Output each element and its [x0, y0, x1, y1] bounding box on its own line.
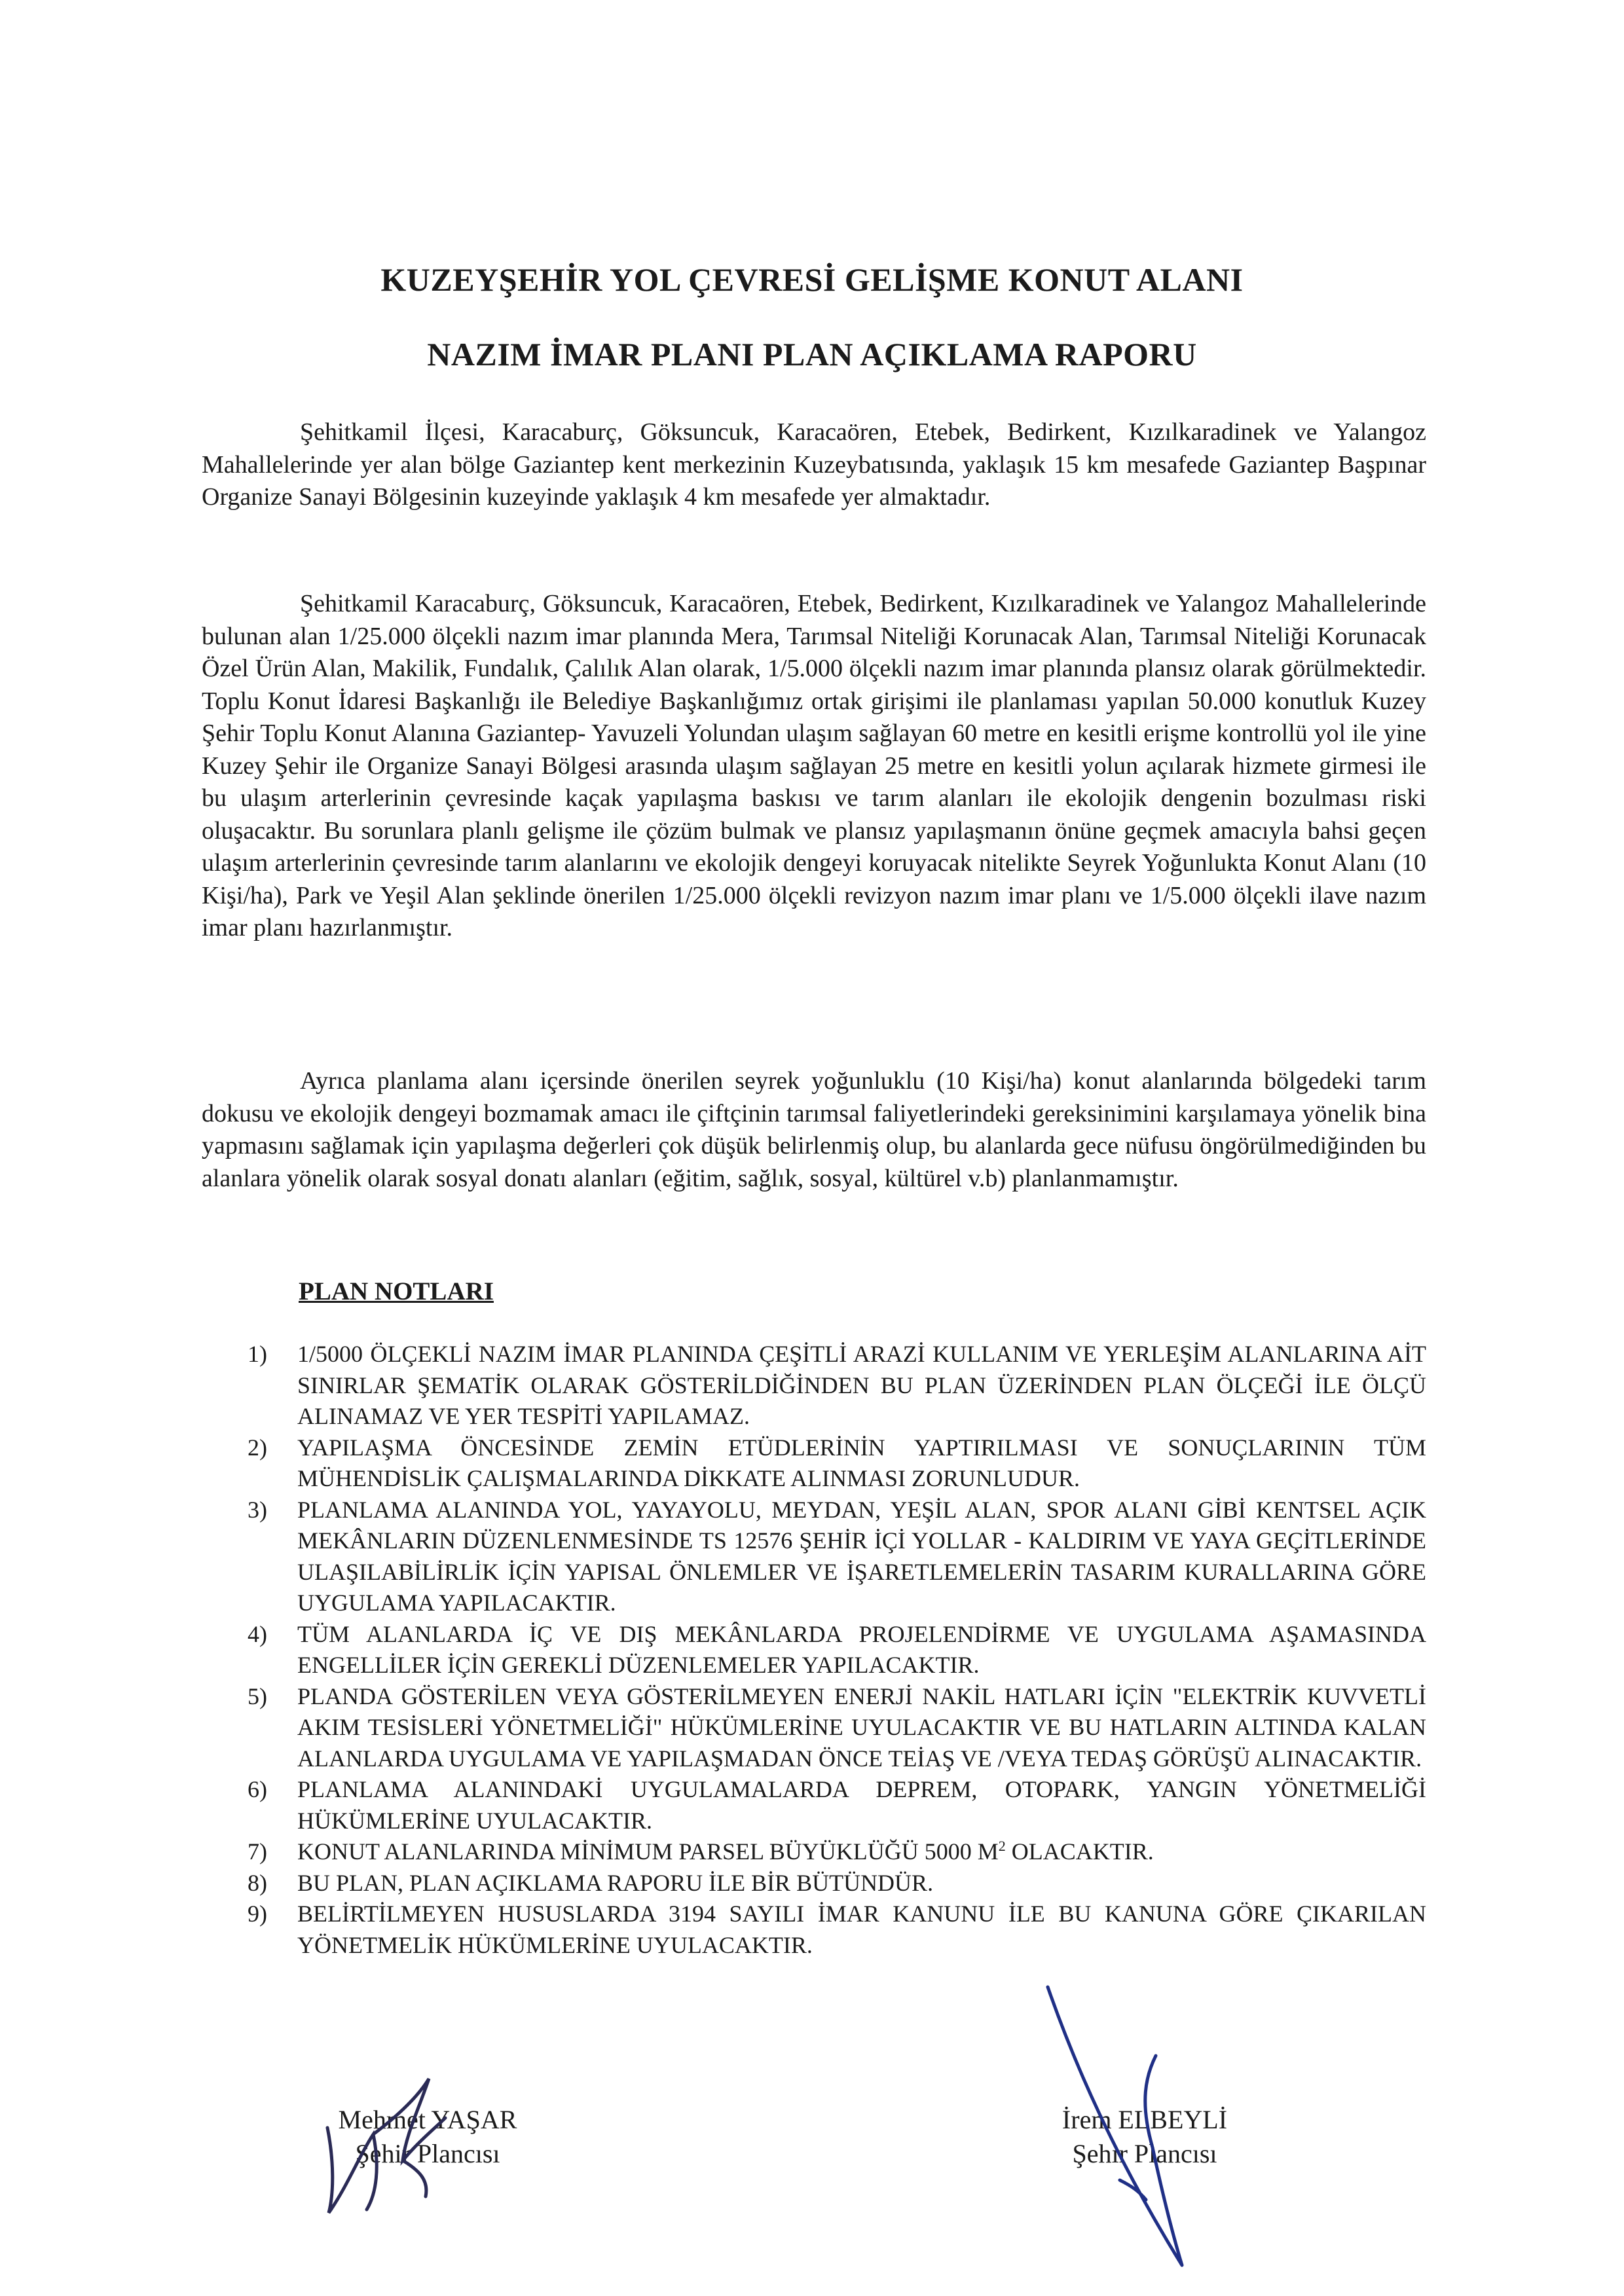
- plan-note-number: 1): [248, 1341, 267, 1367]
- handwritten-signature-right: [1022, 1984, 1218, 2272]
- plan-note-3: [248, 1495, 1426, 1619]
- document-title-line-1: KUZEYŞEHİR YOL ÇEVRESİ GELİŞME KONUT ALANI: [380, 261, 1244, 298]
- plan-note-number: 7): [248, 1838, 267, 1865]
- plan-note-4: [248, 1619, 1426, 1681]
- paragraph-location: Şehitkamil İlçesi, Karacaburç, Göksuncuk, Karacaören, Etebek, Bedirkent, Kızılkaradinek ve Yalangoz Mahallelerinde yer alan bölge Gaziantep kent merkezinin Kuzeybatısında, yaklaşık 15 km mesafede Gaziantep Başpınar Organize Sanayi Bölgesinin kuzeyinde yaklaşık 4 km mesafede yer almaktadır.: [202, 418, 1426, 511]
- plan-note-text: BU PLAN, PLAN AÇIKLAMA RAPORU İLE BİR BÜTÜNDÜR.: [297, 1869, 934, 1896]
- handwritten-signature-left: [288, 2056, 504, 2226]
- plan-note-number: 3): [248, 1496, 267, 1523]
- superscript-square: 2: [998, 1838, 1006, 1854]
- plan-note-number: 6): [248, 1776, 267, 1802]
- plan-note-text: PLANDA GÖSTERİLEN VEYA GÖSTERİLMEYEN ENERJİ NAKİL HATLARI İÇİN "ELEKTRİK KUVVETLİ AKIM TESİSLERİ YÖNETMELİĞİ" HÜKÜMLERİNE UYULACAKTIR VE BU HATLARIN ALTINDA KALAN ALANLARDA UYGULAMA VE YAPILAŞMADAN ÖNCE TEİAŞ VE /VEYA TEDAŞ GÖRÜŞÜ ALINACAKTIR.: [297, 1683, 1426, 1772]
- plan-note-number: 9): [248, 1901, 267, 1927]
- plan-note-text: PLANLAMA ALANINDAKİ UYGULAMALARDA DEPREM, OTOPARK, YANGIN YÖNETMELİĞİ HÜKÜMLERİNE UYULACAKTIR.: [297, 1776, 1426, 1834]
- plan-note-8: [248, 1868, 1426, 1899]
- plan-note-number: 4): [248, 1620, 267, 1647]
- plan-note-number: 2): [248, 1434, 267, 1461]
- plan-note-6: [248, 1774, 1426, 1836]
- plan-notes-list: [248, 1339, 1426, 1961]
- plan-note-5: [248, 1681, 1426, 1775]
- plan-note-text-after: OLACAKTIR.: [1005, 1838, 1154, 1865]
- plan-note-number: 8): [248, 1869, 267, 1896]
- plan-note-2: [248, 1432, 1426, 1495]
- document-title-line-2: NAZIM İMAR PLANI PLAN AÇIKLAMA RAPORU: [427, 336, 1197, 373]
- signatory-title: Şehir Plancısı: [355, 2139, 500, 2168]
- plan-note-7: [248, 1836, 1426, 1868]
- plan-note-text: KONUT ALANLARINDA MİNİMUM PARSEL BÜYÜKLÜĞÜ 5000 M: [297, 1838, 999, 1865]
- plan-note-text: BELİRTİLMEYEN HUSUSLARDA 3194 SAYILI İMAR KANUNU İLE BU KANUNA GÖRE ÇIKARILAN YÖNETMELİK HÜKÜMLERİNE UYULACAKTIR.: [297, 1901, 1426, 1958]
- plan-note-9: [248, 1899, 1426, 1961]
- plan-note-number: 5): [248, 1683, 267, 1709]
- paragraph-planning-status: Şehitkamil Karacaburç, Göksuncuk, Karacaören, Etebek, Bedirkent, Kızılkaradinek ve Yalangoz Mahallelerinde bulunan alan 1/25.000 ölçekli nazım imar planında Mera, Tarımsal Niteliği Korunacak Alan, Tarımsal Niteliği Korunacak Özel Ürün Alan, Makilik, Fundalık, Çalılık Alan olarak, 1/5.000 ölçekli nazım imar planında plansız olarak görülmektedir. Toplu Konut İdaresi Başkanlığı ile Belediye Başkanlığımız ortak girişimi ile planlaması yapılan 50.000 konutluk Kuzey Şehir Toplu Konut Alanına Gaziantep- Yavuzeli Yolundan ulaşım sağlayan 60 metre en kesitli erişme kontrollü yol ile yine Kuzey Şehir ile Organize Sanayi Bölgesi arasında ulaşım sağlayan 25 metre en kesitli yolun açılarak hizmete girmesi ile bu ulaşım arterlerinin çevresinde kaçak yapılaşma baskısı ve tarım alanları ile ekolojik dengenin bozulması riski oluşacaktır. Bu sorunlara planlı gelişme ile çözüm bulmak ve plansız yapılaşmanın önüne geçmek amacıyla bahsi geçen ulaşım arterlerinin çevresinde tarım alanlarını ve ekolojik dengeyi koruyacak nitelikte Seyrek Yoğunlukta Konut Alanı (10 Kişi/ha), Park ve Yeşil Alan şeklinde önerilen 1/25.000 ölçekli revizyon nazım imar planı ve 1/5.000 ölçekli ilave nazım imar planı hazırlanmıştır.: [202, 590, 1426, 941]
- plan-note-text: YAPILAŞMA ÖNCESİNDE ZEMİN ETÜDLERİNİN YAPTIRILMASI VE SONUÇLARININ TÜM MÜHENDİSLİK ÇALIŞMALARINDA DİKKATE ALINMASI ZORUNLUDUR.: [297, 1434, 1426, 1491]
- plan-note-text: TÜM ALANLARDA İÇ VE DIŞ MEKÂNLARDA PROJELENDİRME VE UYGULAMA AŞAMASINDA ENGELLİLER İÇİN GEREKLİ DÜZENLEMELER YAPILACAKTIR.: [297, 1620, 1426, 1678]
- plan-notes-heading: PLAN NOTLARI: [299, 1277, 494, 1305]
- signatory-title: Şehir Plancısı: [1072, 2139, 1217, 2168]
- plan-note-text: PLANLAMA ALANINDA YOL, YAYAYOLU, MEYDAN, YEŞİL ALAN, SPOR ALANI GİBİ KENTSEL AÇIK MEKÂNLARIN DÜZENLENMESİNDE TS 12576 ŞEHİR İÇİ YOLLAR - KALDIRIM VE YAYA GEÇİTLERİNDE ULAŞILABİLİRLİK İÇİN YAPISAL ÖNLEMLER VE İŞARETLEMELERİN TASARIM KURALLARINA GÖRE UYGULAMA YAPILACAKTIR.: [297, 1496, 1426, 1616]
- signatory-name: İrem ELBEYLİ: [1061, 2105, 1228, 2134]
- paragraph-social-facilities: Ayrıca planlama alanı içersinde önerilen seyrek yoğunluklu (10 Kişi/ha) konut alanlarında bölgedeki tarım dokusu ve ekolojik dengeyi bozmamak amacı ile çiftçinin tarımsal faliyetlerindeki gereksinimini karşılamaya yönelik bina yapmasını sağlamak için yapılaşma değerleri çok düşük belirlenmiş olup, bu alanlarda gece nüfusu öngörülmediğinden bu alanlara yönelik olarak sosyal donatı alanları (eğitim, sağlık, sosyal, kültürel v.b) planlanmamıştır.: [202, 1067, 1426, 1192]
- plan-note-1: [248, 1339, 1426, 1432]
- plan-note-text: 1/5000 ÖLÇEKLİ NAZIM İMAR PLANINDA ÇEŞİTLİ ARAZİ KULLANIM VE YERLEŞİM ALANLARINA AİT SINIRLAR ŞEMATİK OLARAK GÖSTERİLDİĞİNDEN BU PLAN ÜZERİNDEN PLAN ÖLÇEĞİ İLE ÖLÇÜ ALINAMAZ VE YER TESPİTİ YAPILAMAZ.: [297, 1341, 1426, 1429]
- signatory-name: Mehmet YAŞAR: [338, 2105, 517, 2134]
